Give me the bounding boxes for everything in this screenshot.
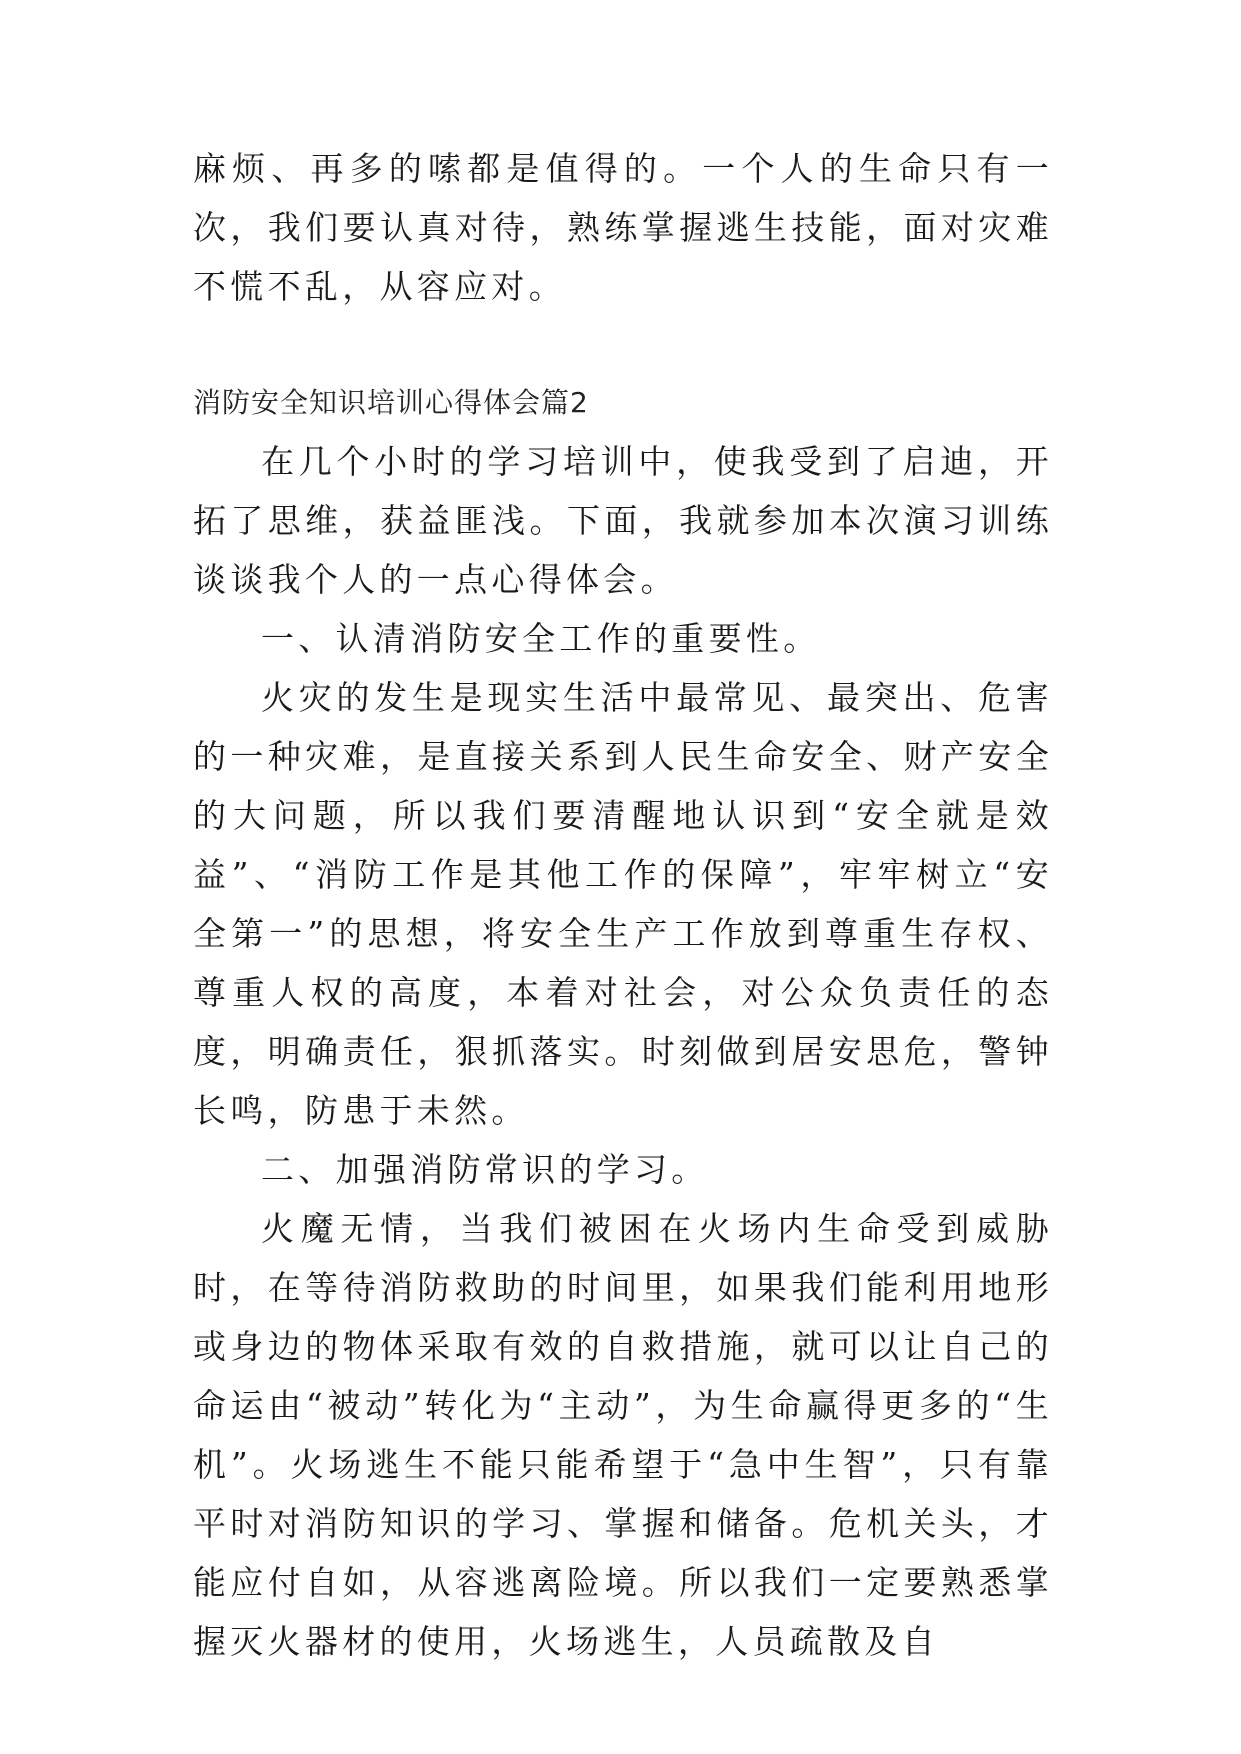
continued-paragraph (193, 139, 1053, 316)
paragraph-continued-text: 麻烦、再多的嗦都是值得的。一个人的生命只有一次，我们要认真对待，熟练掌握逃生技能，面对灾难不慌不乱，从容应对。 (193, 149, 1053, 306)
section-heading (193, 373, 1053, 432)
paragraph-knowledge: 火魔无情，当我们被困在火场内生命受到威胁时，在等待消防救助的时间里，如果我们能利用地形或身边的物体采取有效的自救措施，就可以让自己的命运由“被动”转化为“主动”，为生命赢得更多的“生机”。火场逃生不能只能希望于“急中生智”，只有靠平时对消防知识的学习、掌握和储备。危机关头，才能应付自如，从容逃离险境。所以我们一定要熟悉掌握灭火器材的使用，火场逃生，人员疏散及自 (193, 1209, 1053, 1661)
paragraph-heading-two: 二、加强消防常识的学习。 (261, 1150, 709, 1189)
paragraph-intro: 在几个小时的学习培训中，使我受到了启迪，开拓了思维，获益匪浅。下面，我就参加本次演习训练谈谈我个人的一点心得体会。 (193, 442, 1053, 599)
paragraph-importance: 火灾的发生是现实生活中最常见、最突出、危害的一种灾难，是直接关系到人民生命安全、财产安全的大问题，所以我们要清醒地认识到“安全就是效益”、“消防工作是其他工作的保障”，牢牢树立“安全第一”的思想，将安全生产工作放到尊重生存权、尊重人权的高度，本着对社会，对公众负责任的态度，明确责任，狠抓落实。时刻做到居安思危，警钟长鸣，防患于未然。 (193, 678, 1053, 1130)
section-body (193, 432, 1053, 1671)
paragraph-heading-one: 一、认清消防安全工作的重要性。 (261, 619, 821, 658)
section-title: 消防安全知识培训心得体会篇2 (193, 386, 589, 419)
